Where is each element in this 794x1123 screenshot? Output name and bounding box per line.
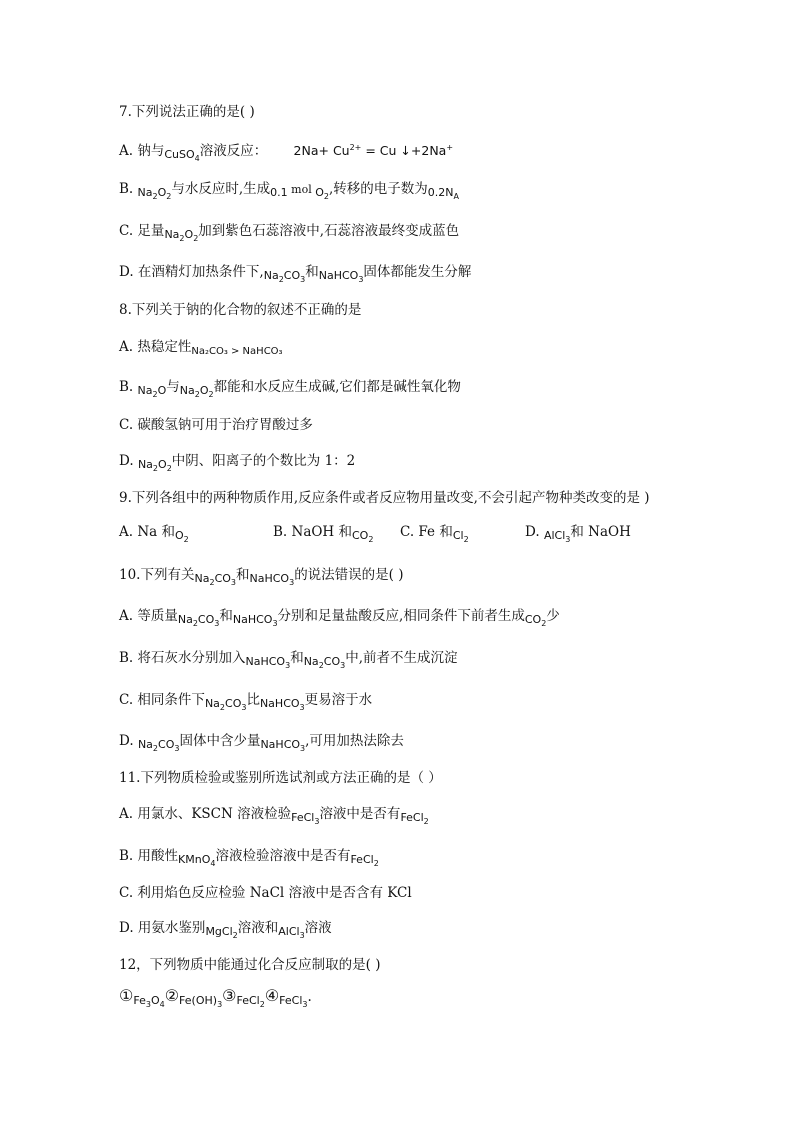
question-10-stem: 10.下列有关$_{Na_2CO_3}$和$_{NaHCO_3}$的说法错误的是( ) [119,567,404,587]
formula-stability: Na₂CO₃ > NaHCO₃ [191,346,283,357]
question-7-stem: 7.下列说法正确的是( ) [119,104,255,120]
formula-cuso4: CuSO4 [164,148,200,163]
question-8-option-b: B. $_{Na_2O}$与$_{Na_2O_2}$都能和水反应生成碱,它们都是碱性氧化物 [119,379,461,399]
formula-na2o2: Na2O2 [137,458,172,473]
formula-na2co3: Na2CO3 [263,269,306,284]
question-7-option-a: A. 钠与$_{CuSO_4}$溶液反应： $2Na+ Cu^{2+} = Cu$ ↓+2Na+ [119,143,454,163]
question-9-option-d: D. $_{AlCl_3}$和 NaOH [525,524,631,544]
question-7-option-c: C. 足量$_{Na_2O_2}$加到紫色石蕊溶液中,石蕊溶液最终变成蓝色 [119,223,460,243]
question-7-option-b: B. $_{Na_2O_2}$与水反应时,生成$_{0.1}$ mol $_{O_2}$,转移的电子数为$_{0.2N_A}$ [119,181,460,201]
formula-nahco3: NaHCO3 [318,269,364,284]
question-8-option-d: D. $_{Na_2O_2}$中阴、阳离子的个数比为 1：2 [119,453,356,473]
question-11-option-b: B. 用酸性$_{KMnO_4}$溶液检验溶液中是否有$_{FeCl_2}$ [119,848,379,868]
question-8-option-c: C. 碳酸氢钠可用于治疗胃酸过多 [119,417,313,433]
question-10-option-a: A. 等质量$_{Na_2CO_3}$和$_{NaHCO_3}$分别和足量盐酸反应,相同条件下前者生成$_{CO_2}$少 [119,608,560,628]
question-9-option-a: A. Na 和$_{O_2}$ [119,524,189,544]
question-9-options [119,522,631,547]
question-10-option-b: B. 将石灰水分别加入$_{NaHCO_3}$和$_{Na_2CO_3}$中,前者不生成沉淀 [119,650,458,670]
question-9-option-c: C. Fe 和$_{Cl_2}$ [400,524,469,544]
question-9-option-b: B. NaOH 和$_{CO_2}$ [273,524,374,544]
question-12-stem: 12，下列物质中能通过化合反应制取的是( ) [119,957,381,973]
formula-0.2na: 0.2NA [427,186,460,201]
question-7-option-d: D. 在酒精灯加热条件下$,_{Na_2CO_3}$和$_{NaHCO_3}$固体都能发生分解 [119,264,472,284]
formula-na2o2: Na2O2 [179,384,214,399]
question-8-stem: 8.下列关于钠的化合物的叙述不正确的是 [119,302,362,318]
formula-o2: O2 [315,186,329,201]
question-12-items: $①_{Fe_3O_4}②_{Fe(OH)_3}③_{FeCl_2}④_{FeCl_3}$. [119,986,312,1009]
equation: $2Na+ Cu^{2+} = Cu$ ↓+2Na+ [293,143,454,158]
question-11-option-a: A. 用氯水、KSCN 溶液检验$_{FeCl_3}$溶液中是否有$_{FeCl_2}$ [119,806,429,826]
formula-na2o2: Na2O2 [164,228,199,243]
question-11-option-d: D. 用氨水鉴别$_{MgCl_2}$溶液和$_{AlCl_3}$溶液 [119,920,332,940]
question-9-stem: 9.下列各组中的两种物质作用,反应条件或者反应物用量改变,不会引起产物种类改变的是 ) [119,490,650,506]
formula-na2o2: Na2O2 [137,186,172,201]
question-10-option-d: D. $_{Na_2CO_3}$固体中含少量$_{NaHCO_3}$,可用加热法除去 [119,733,404,753]
question-11-stem: 11.下列物质检验或鉴别所选试剂或方法正确的是（ ） [119,770,442,786]
formula-na2o: Na2O [137,384,167,399]
question-10-option-c: C. 相同条件下$_{Na_2CO_3}$比$_{NaHCO_3}$更易溶于水 [119,692,373,712]
question-11-option-c: C. 利用焰色反应检验 NaCl 溶液中是否含有 KCl [119,885,412,901]
question-8-option-a: A. 热稳定性$_{Na_2CO_3 > NaHCO_3}$ [119,339,283,357]
